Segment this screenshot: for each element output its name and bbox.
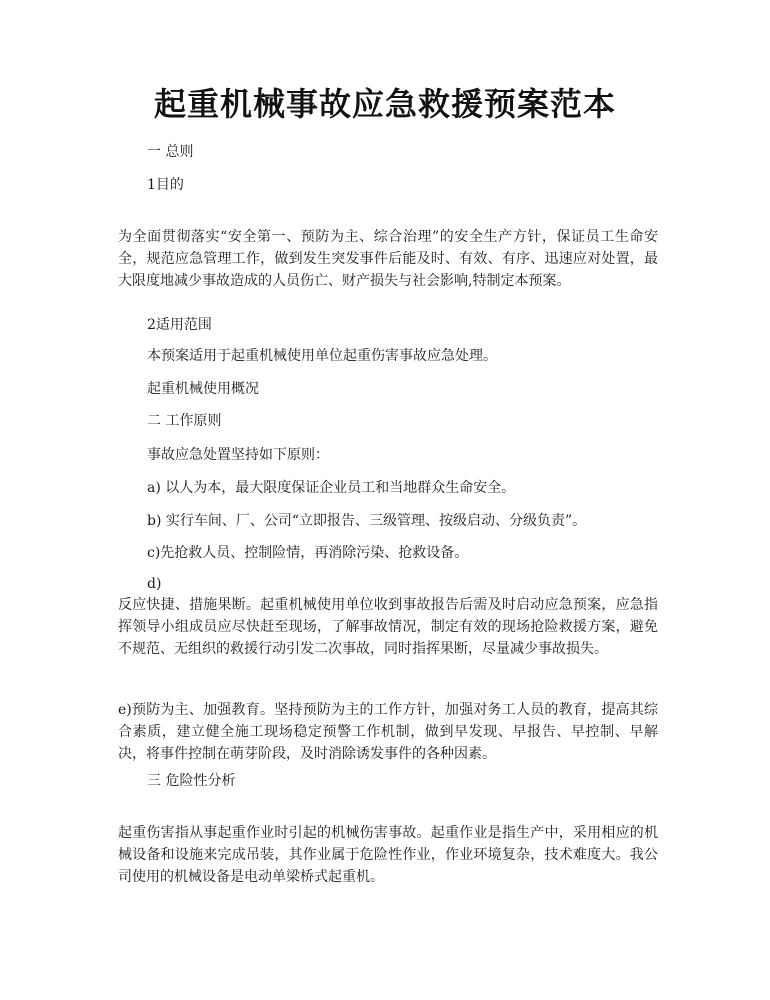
subheading-usage-overview: 起重机械使用概况 [147,381,259,397]
subheading-scope: 2适用范围 [147,317,212,333]
paragraph-hazard-analysis: 起重伤害指从事起重作业时引起的机械伤害事故。起重作业是指生产中，采用相应的机械设备和设施来完成吊装，其作业属于危险性作业，作业环境复杂，技术难度大。我公司使用的机械设备是电动单梁桥式起重机。 [118,825,658,885]
section-heading-hazard-analysis: 三 危险性分析 [147,773,236,789]
principle-d-label: d) [147,576,162,592]
paragraph-scope: 本预案适用于起重机械使用单位起重伤害事故应急处理。 [147,348,497,364]
principle-d-body: 反应快捷、措施果断。起重机械使用单位收到事故报告后需及时启动应急预案，应急指挥领导小组成员应尽快赶至现场，了解事故情况，制定有效的现场抢险救援方案，避免不规范、无组织的救援行动引发二次事故，同时指挥果断，尽量减少事故损失。 [118,597,658,657]
principle-c: c)先抢救人员、控制险情，再消除污染、抢救设备。 [147,545,469,561]
principle-a: a) 以人为本，最大限度保证企业员工和当地群众生命安全。 [147,480,516,496]
section-heading-principles: 二 工作原则 [147,413,222,429]
section-heading-general: 一 总则 [147,144,194,160]
paragraph-purpose: 为全面贯彻落实“安全第一、预防为主、综合治理”的安全生产方针，保证员工生命安全，规范应急管理工作，做到发生突发事件后能及时、有效、有序、迅速应对处置，最大限度地减少事故造成的人员伤亡、财产损失与社会影响,特制定本预案。 [118,229,658,289]
principle-e-body: e)预防为主、加强教育。坚持预防为主的工作方针，加强对务工人员的教育，提高其综合素质，建立健全施工现场稳定预警工作机制，做到早发现、早报告、早控制、早解决，将事件控制在萌芽阶段，及时消除诱发事件的各种因素。 [118,702,658,762]
subheading-purpose: 1目的 [147,177,184,193]
principle-b: b) 实行车间、厂、公司“立即报告、三级管理、按级启动、分级负责”。 [147,513,587,529]
document-title: 起重机械事故应急救援预案范本 [153,85,616,123]
paragraph-principles-intro: 事故应急处置坚持如下原则： [147,447,329,463]
